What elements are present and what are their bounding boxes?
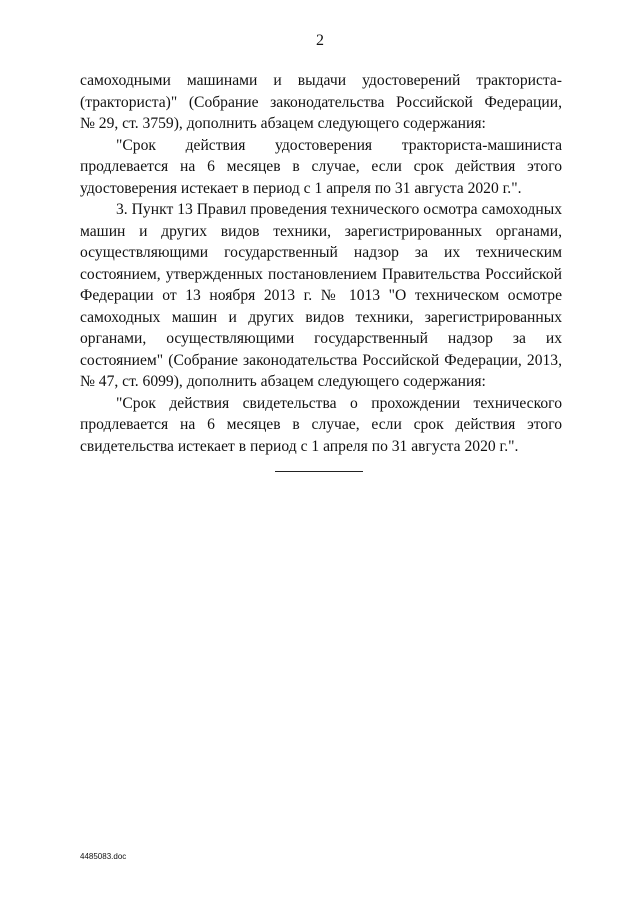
text-line: самоходными машинами и выдачи удостоверений тракториста- — [80, 72, 562, 89]
text-line: удостоверения истекает в период с 1 апреля по 31 августа 2020 г.". — [80, 179, 522, 197]
page-number: 2 — [316, 32, 324, 49]
text-line: продлевается на 6 месяцев в случае, если срок действия этого — [80, 158, 562, 175]
text-line: 3. Пункт 13 Правил проведения технического осмотра самоходных — [116, 201, 562, 218]
text-line: свидетельства истекает в период с 1 апреля по 31 августа 2020 г.". — [80, 437, 519, 455]
text-line: состоянием, утвержденных постановлением Правительства Российской — [80, 265, 562, 283]
text-line: (тракториста)" (Собрание законодательства Российской Федерации, — [80, 93, 562, 111]
text-line: "Срок действия свидетельства о прохождении технического — [116, 394, 562, 412]
text-line: "Срок действия удостоверения тракториста-машиниста — [116, 136, 562, 154]
text-line: осуществляющими государственный надзор за их техническим — [80, 244, 562, 261]
text-line: № 47, ст. 6099), дополнить абзацем следующего содержания: — [80, 373, 486, 390]
text-line: состоянием" (Собрание законодательства Российской Федерации, 2013, — [80, 351, 562, 369]
text-line: машин и других видов техники, зарегистрированных органами, — [80, 222, 562, 240]
file-name-footer: 4485083.doc — [80, 852, 127, 861]
text-line: Федерации от 13 ноября 2013 г. № 1013 "О техническом осмотре — [80, 287, 562, 304]
text-line: № 29, ст. 3759), дополнить абзацем следующего содержания: — [80, 115, 486, 132]
text-line: органами, осуществляющими государственный надзор за их — [80, 330, 562, 347]
separator-line — [275, 471, 363, 472]
document-body — [80, 70, 562, 457]
text-line: самоходных машин и других видов техники, зарегистрированных — [80, 308, 562, 326]
text-line: продлевается на 6 месяцев в случае, если срок действия этого — [80, 416, 562, 433]
